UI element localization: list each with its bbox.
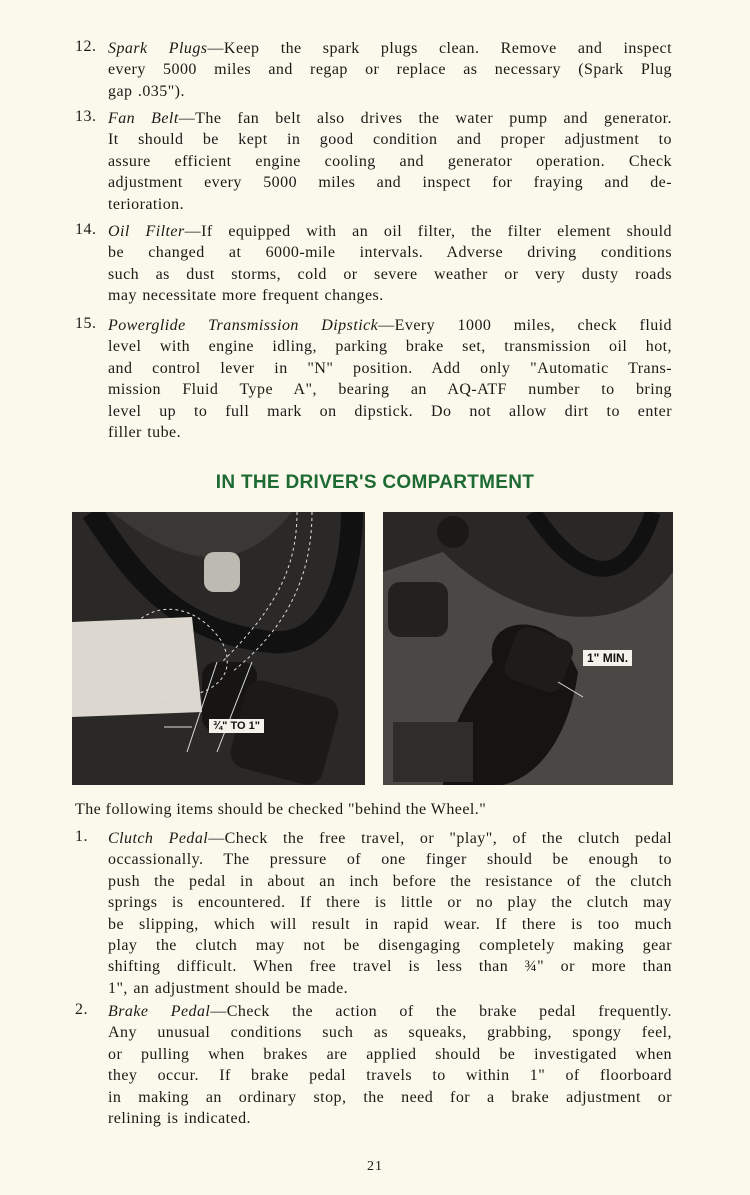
item-number: 12. [75,38,97,55]
item-number: 14. [75,221,97,238]
item-line: in making an ordinary stop, the need for a brake adjustment or [108,1088,672,1106]
item-number: 13. [75,108,97,125]
item-text: —Keep the spark plugs clean. Remove and inspect [207,40,672,57]
item-line: gap .035"). [108,82,185,100]
numbered-item [75,221,672,307]
item-line: 1", an adjustment should be made. [108,979,349,997]
clutch-free-travel-label: ¾" TO 1" [209,719,264,733]
item-number: 1. [75,828,88,845]
item-term: Clutch Pedal [108,830,209,847]
item-line: may necessitate more frequent changes. [108,287,384,305]
item-line: level up to full mark on dipstick. Do not allow dirt to enter [108,402,672,420]
item-line: springs is encountered. If there is little or no play the clutch may [108,894,672,912]
item-term: Fan Belt [108,110,179,127]
item-line [108,221,672,242]
item-line: every 5000 miles and regap or replace as necessary (Spark Plug [108,61,672,79]
item-line: Any unusual conditions such as squeaks, grabbing, spongy feel, [108,1024,672,1042]
item-line [108,315,672,336]
brake-pedal-illustration [383,512,673,785]
item-line: shifting difficult. When free travel is less than ¾" or more than [108,958,672,976]
item-line: and control lever in "N" position. Add only "Automatic Trans- [108,359,672,377]
item-line: such as dust storms, cold or severe weather or very dusty roads [108,265,672,283]
item-number: 2. [75,1001,88,1018]
page-number: 21 [367,1159,383,1174]
item-text: —Check the action of the brake pedal frequently. [210,1003,672,1020]
section-heading: IN THE DRIVER'S COMPARTMENT [215,472,535,493]
item-line [108,108,672,129]
item-line: be changed at 6000-mile intervals. Adverse driving conditions [108,244,672,262]
brake-pedal-photo [383,512,673,785]
item-text: —If equipped with an oil filter, the filter element should [184,223,672,240]
clutch-pedal-photo [72,512,365,785]
item-line: relining is indicated. [108,1109,251,1127]
brake-clearance-label: 1" MIN. [583,650,632,666]
item-line [108,38,672,59]
item-line: play the clutch may not be disengaging completely making gear [108,936,672,954]
item-term: Brake Pedal [108,1003,211,1020]
item-line: terioration. [108,195,185,213]
behind-wheel-intro: The following items should be checked "behind the Wheel." [75,801,487,818]
item-text: —Check the free travel, or "play", of the clutch pedal [208,830,673,847]
numbered-item [75,828,672,999]
item-term: Oil Filter [108,223,185,240]
item-line: mission Fluid Type A", bearing an AQ-ATF number to bring [108,381,672,399]
item-line: level with engine idling, parking brake set, transmission oil hot, [108,338,672,356]
item-line [108,828,672,849]
item-line [108,1001,672,1022]
item-line: occassionally. The pressure of one finger should be enough to [108,851,672,869]
item-line: be slipping, which will result in rapid wear. If there is too much [108,915,672,933]
item-text: —Every 1000 miles, check fluid [378,317,673,334]
item-number: 15. [75,315,97,332]
item-line: adjustment every 5000 miles and inspect for fraying and de- [108,174,672,192]
item-term: Powerglide Transmission Dipstick [108,317,379,334]
numbered-item [75,315,672,443]
item-line: or pulling when brakes are applied should be investigated when [108,1045,672,1063]
numbered-item [75,108,672,215]
item-line: assure efficient engine cooling and generator operation. Check [108,152,672,170]
clutch-pedal-illustration [72,512,365,785]
item-text: —The fan belt also drives the water pump and generator. [178,110,672,127]
numbered-item [75,38,672,102]
item-term: Spark Plugs [108,40,208,57]
item-line: filler tube. [108,423,182,441]
item-line: they occur. If brake pedal travels to within 1" of floorboard [108,1067,672,1085]
numbered-item [75,1001,672,1129]
item-line: It should be kept in good condition and proper adjustment to [108,131,672,149]
item-line: push the pedal in about an inch before the resistance of the clutch [108,872,672,890]
